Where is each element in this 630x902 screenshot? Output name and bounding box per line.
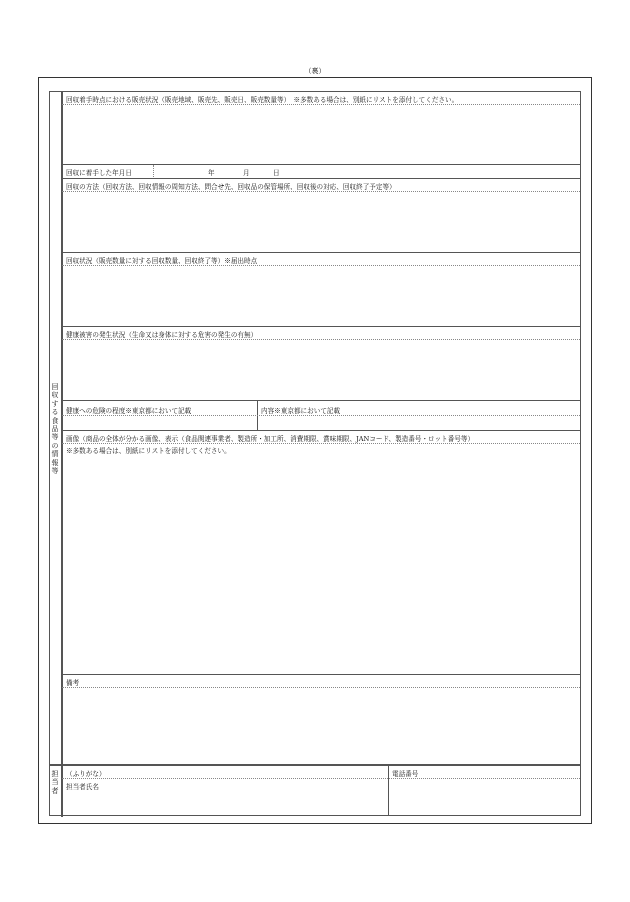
risk-degree-label: 健康への危険の程度※東京都において記載	[66, 407, 192, 415]
method-label: 回収の方法（回収方法、回収情報の周知方法、問合せ先、回収品の保管場所、回収後の対応、回収終了予定等）	[66, 183, 396, 191]
status-label: 回収状況（販売数量に対する回収数量、回収終了等）※届出時点	[66, 257, 258, 265]
risk-content-label: 内容※東京都において記載	[261, 407, 341, 415]
health-damage-label: 健康被害の発生状況（生命又は身体に対する危害の発生の有無）	[66, 331, 258, 339]
method-field[interactable]	[62, 192, 580, 252]
person-name-label: 担当者氏名	[66, 783, 99, 791]
image-field[interactable]	[62, 455, 580, 674]
person-name-field[interactable]	[62, 791, 388, 815]
date-month: 月	[243, 169, 250, 177]
furigana-field[interactable]	[99, 766, 387, 778]
date-year: 年	[208, 169, 215, 177]
start-date-label: 回収に着手した年月日	[66, 169, 132, 177]
table-right-border	[580, 91, 581, 816]
risk-degree-field[interactable]	[62, 416, 257, 430]
image-label: 画像（商品の全体が分かる画像、表示（食品関連事業者、製造所・加工所、消費期限、賞味期限、JANコード、製造番号・ロット番号等）	[66, 435, 475, 443]
page-title: （裏）	[304, 67, 326, 75]
phone-field[interactable]	[389, 779, 580, 815]
status-field[interactable]	[62, 266, 580, 326]
remarks-label: 備考	[66, 679, 80, 687]
side-label-person: 担当者	[51, 770, 59, 795]
content-bottom-border	[49, 815, 581, 816]
form-frame	[38, 77, 592, 824]
sales-status-field[interactable]	[62, 105, 580, 164]
phone-label: 電話番号	[392, 770, 419, 778]
start-date-field[interactable]	[154, 165, 580, 177]
side-label-recall-info: 回収する食品等の情報等	[51, 383, 59, 476]
furigana-label: （ふりがな）	[66, 770, 106, 778]
risk-content-field[interactable]	[258, 416, 580, 430]
health-damage-field[interactable]	[62, 340, 580, 400]
remarks-field[interactable]	[62, 688, 580, 764]
image-note: ※多数ある場合は、別紙にリストを添付してください。	[66, 447, 231, 455]
content-top-border	[49, 91, 581, 92]
sales-status-label: 回収着手時点における販売状況（販売地域、販売先、販売日、販売数量等） ※多数ある場合は、別紙にリストを添付してください。	[66, 96, 459, 104]
date-day: 日	[273, 169, 280, 177]
